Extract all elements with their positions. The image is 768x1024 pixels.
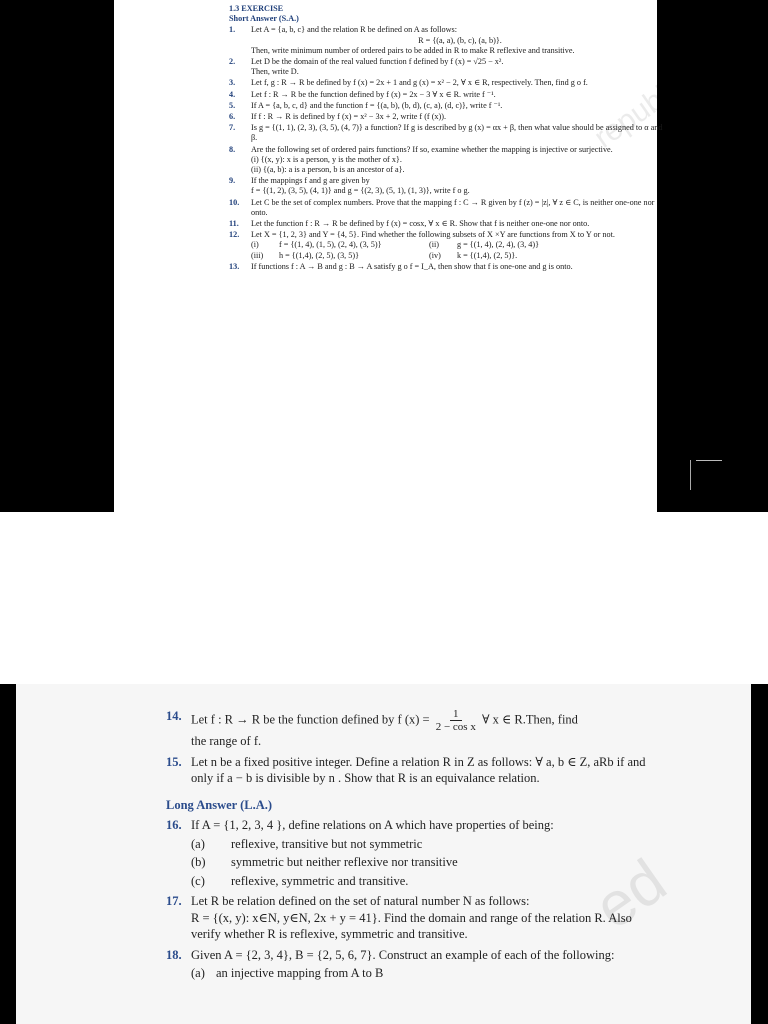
- question-number: 17.: [166, 894, 182, 908]
- question-text: Let n be a fixed positive integer. Define a relation R in Z as follows: ∀ a, b ∈ Z, aRb if and only if a − b is divisible by n . Show that R is an equivalance relation.: [191, 754, 646, 785]
- question-1: [229, 25, 669, 56]
- sub-part-b: [191, 854, 646, 871]
- question-text: Let R be relation defined on the set of natural number N as follows:: [191, 894, 530, 908]
- question-16: [166, 817, 646, 834]
- fraction: [436, 708, 476, 733]
- question-10: [229, 198, 669, 218]
- question-text: Are the following set of ordered pairs functions? If so, examine whether the mapping is injective or surjective.: [251, 144, 613, 154]
- page-divider-line: [696, 460, 722, 461]
- fraction-numerator: 1: [450, 708, 462, 721]
- question-text: If f : R → R is defined by f (x) = x² − 3x + 2, write f (f (x)).: [251, 112, 447, 122]
- question-text: Let C be the set of complex numbers. Prove that the mapping f : C → R given by f (z) = |z|, ∀ z ∈ C, is neither one-one nor onto.: [251, 197, 655, 217]
- question-number: 4.: [229, 89, 236, 99]
- question-text: If A = {a, b, c, d} and the function f = {(a, b), (b, d), (c, a), (d, c)}, write f ⁻¹.: [251, 100, 503, 110]
- question-text: If the mappings f and g are given by: [251, 176, 370, 186]
- sub-part-a: [191, 836, 646, 853]
- question-number: 13.: [229, 261, 240, 271]
- question-5: [229, 101, 669, 111]
- question-text: Let f : R → R be the function defined by f (x) = 2x − 3 ∀ x ∈ R. write f ⁻¹.: [251, 89, 496, 99]
- question-text: Given A = {2, 3, 4}, B = {2, 5, 6, 7}. Construct an example of each of the following:: [191, 947, 615, 962]
- long-answer-heading: Long Answer (L.A.): [166, 797, 273, 812]
- exercise-heading: 1.3 EXERCISE: [229, 4, 284, 13]
- sub-part-a: [191, 965, 646, 982]
- sub-part-text: symmetric but neither reflexive nor transitive: [231, 855, 458, 869]
- question-2: [229, 57, 669, 77]
- sub-part-label: (i): [251, 240, 259, 250]
- question-text: R = {(x, y): x∈N, y∈N, 2x + y = 41}. Find the domain and range of the relation R. Also verify whether R is reflexive, symmetric and transitive.: [191, 910, 632, 941]
- question-14: [166, 708, 646, 750]
- question-number: 11.: [229, 219, 239, 229]
- sub-part-text: an injective mapping from A to B: [216, 966, 384, 980]
- watermark: ed: [582, 846, 679, 943]
- blank-gap: [0, 512, 768, 684]
- sub-part-label: (c): [191, 873, 205, 888]
- bottom-page: [16, 684, 751, 1024]
- question-text: Let f : R → R be the function defined by f (x) =: [191, 712, 430, 727]
- sub-part-text: reflexive, transitive but not symmetric: [231, 836, 423, 851]
- question-text: f = {(1, 2), (3, 5), (4, 1)} and g = {(2, 3), (5, 1), (1, 3)}, write f o g.: [251, 186, 470, 196]
- question-text: ∀ x ∈ R.Then, find: [481, 712, 578, 727]
- question-text: Let A = {a, b, c} and the relation R be defined on A as follows:: [251, 25, 457, 35]
- question-15: [166, 754, 646, 787]
- question-7: [229, 123, 669, 143]
- sub-part-i: f = {(1, 4), (1, 5), (2, 4), (3, 5)}: [279, 240, 382, 250]
- question-number: 12.: [229, 230, 240, 240]
- question-6: [229, 112, 669, 122]
- question-text: If functions f : A → B and g : B → A satisfy g o f = I_A, then show that f is one-one and g is onto.: [251, 261, 573, 271]
- question-number: 3.: [229, 78, 236, 88]
- question-number: 6.: [229, 112, 236, 122]
- question-number: 15.: [166, 754, 182, 769]
- bottom-exercise-content: [166, 704, 646, 982]
- question-number: 8.: [229, 144, 236, 154]
- sub-part-label: (a): [191, 836, 205, 851]
- question-11: [229, 219, 669, 229]
- question-text: Then, write minimum number of ordered pairs to be added in R to make R reflexive and transitive.: [251, 45, 575, 55]
- question-text: Let X = {1, 2, 3} and Y = {4, 5}. Find whether the following subsets of X ×Y are functions from X to Y or not.: [251, 230, 615, 240]
- sub-part-label: (b): [191, 855, 206, 869]
- question-4: [229, 90, 669, 100]
- sub-part-iii: h = {(1,4), (2, 5), (3, 5)}: [279, 250, 360, 260]
- question-number: 1.: [229, 25, 236, 35]
- question-number: 10.: [229, 197, 240, 207]
- page-divider-tick: [690, 460, 691, 490]
- question-12: [229, 230, 669, 261]
- sub-part-c: [191, 873, 646, 890]
- question-8: [229, 145, 669, 176]
- top-exercise-content: [229, 4, 669, 272]
- question-number: 18.: [166, 947, 182, 962]
- question-text: If A = {1, 2, 3, 4 }, define relations on A which have properties of being:: [191, 818, 554, 832]
- sub-part-text: reflexive, symmetric and transitive.: [231, 873, 409, 888]
- fraction-denominator: 2 − cos x: [435, 721, 476, 733]
- sub-part-label: (ii): [429, 240, 440, 250]
- question-number: 16.: [166, 818, 182, 832]
- question-number: 5.: [229, 100, 236, 110]
- short-answer-heading: Short Answer (S.A.): [229, 14, 299, 24]
- question-text: Then, write D.: [251, 67, 299, 77]
- sub-part-label: (iii): [251, 250, 264, 260]
- question-18: [166, 947, 646, 964]
- sub-part-ii: g = {(1, 4), (2, 4), (3, 4)}: [457, 240, 540, 250]
- question-text: Is g = {(1, 1), (2, 3), (3, 5), (4, 7)} a function? If g is described by g (x) = αx + β, then what value should be assigned to α and β.: [251, 123, 663, 143]
- question-number: 9.: [229, 176, 236, 186]
- question-9: [229, 176, 669, 196]
- relation-definition: R = {(a, a), (b, c), (a, b)}.: [418, 35, 502, 45]
- sub-part-iv: k = {(1,4), (2, 5)}.: [457, 250, 518, 260]
- sub-part-i: (i) {(x, y): x is a person, y is the mother of x}.: [251, 154, 402, 164]
- question-text: Let D be the domain of the real valued function f defined by f (x) = √25 − x².: [251, 57, 504, 67]
- sub-parts-row-2: [251, 251, 669, 261]
- sub-parts-row-1: [251, 240, 669, 250]
- question-3: [229, 78, 669, 88]
- sub-part-label: (iv): [429, 250, 441, 260]
- watermark: republished: [588, 38, 735, 155]
- question-text: Let the function f : R → R be defined by f (x) = cosx, ∀ x ∈ R. Show that f is neither one-one nor onto.: [251, 219, 590, 229]
- question-number: 14.: [166, 709, 182, 723]
- question-text: Let f, g : R → R be defined by f (x) = 2x + 1 and g (x) = x² − 2, ∀ x ∈ R, respectively. Then, find g o f.: [251, 78, 588, 88]
- question-number: 7.: [229, 123, 236, 133]
- question-text: the range of f.: [191, 734, 262, 748]
- sub-part-label: (a): [191, 966, 205, 980]
- question-number: 2.: [229, 57, 236, 67]
- question-17: [166, 893, 646, 943]
- question-13: [229, 262, 669, 272]
- sub-part-ii: (ii) {(a, b): a is a person, b is an ancestor of a}.: [251, 165, 405, 175]
